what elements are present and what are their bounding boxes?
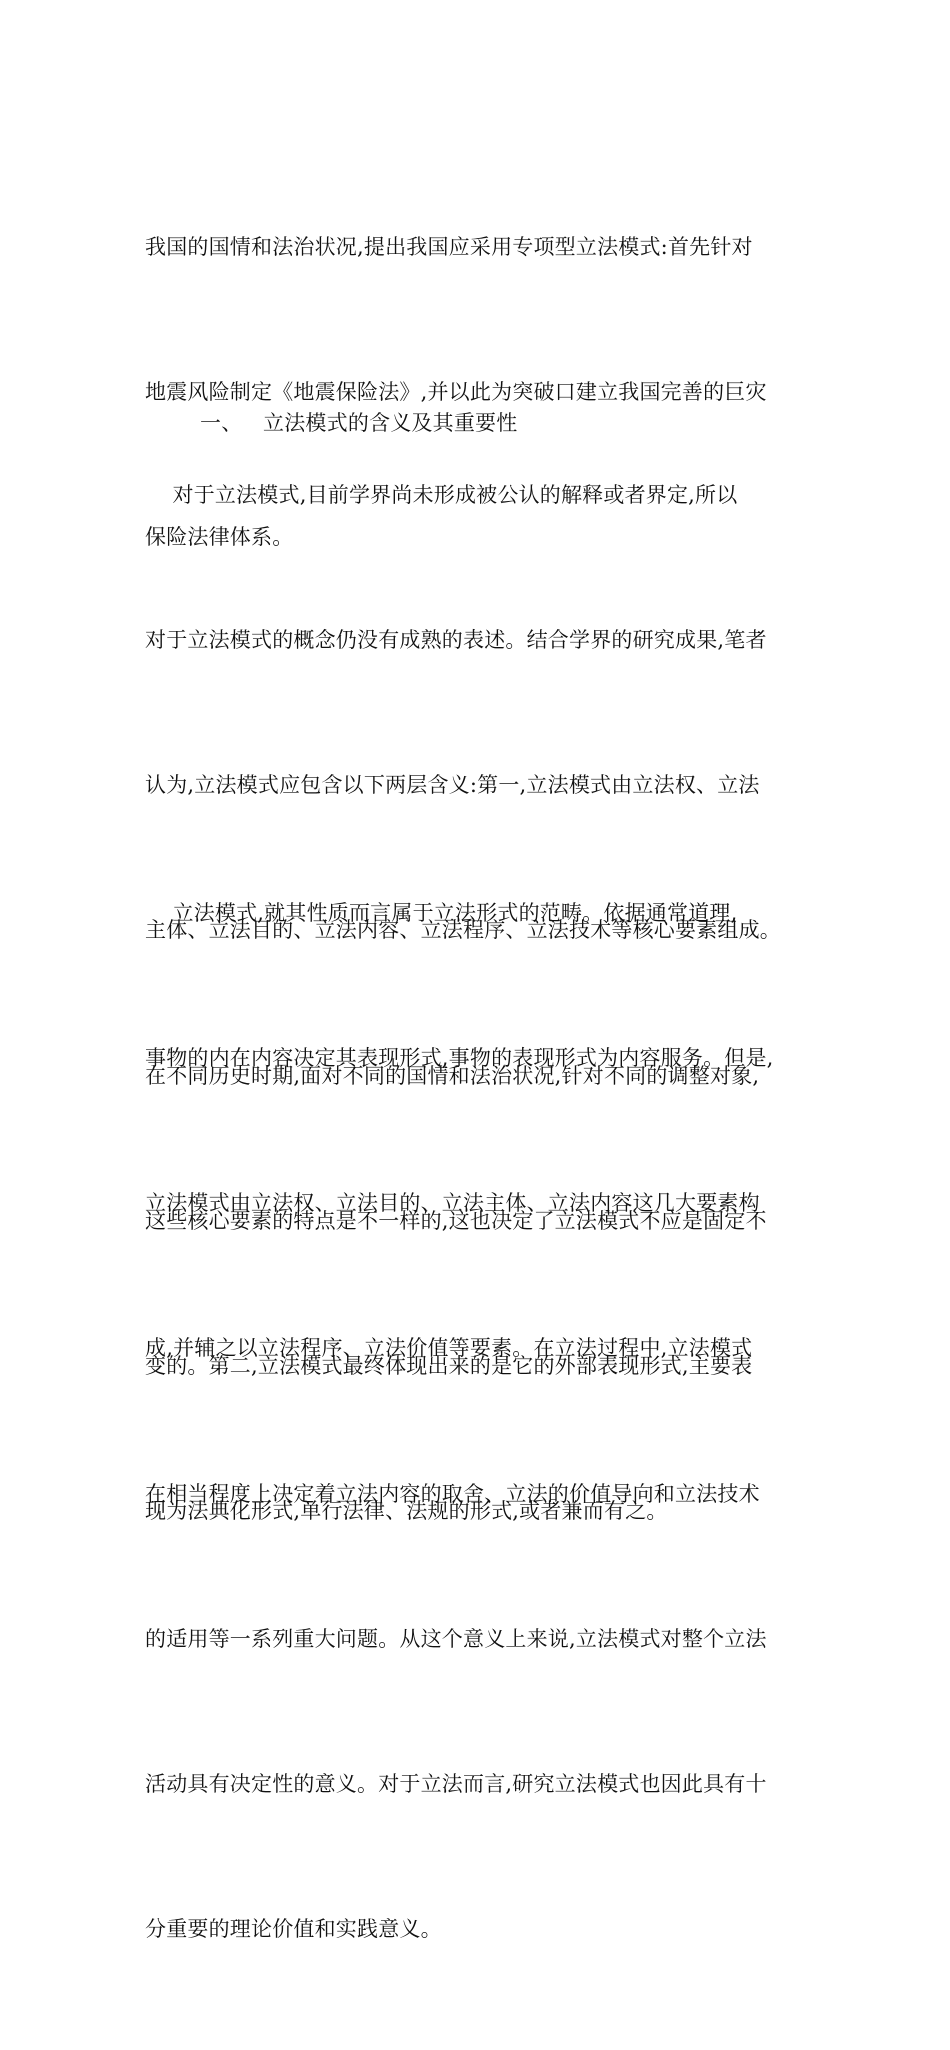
text-line: 主体、立法目的、立法内容、立法程序、立法技术等核心要素组成。 bbox=[145, 918, 781, 943]
text-line: 的适用等一系列重大问题。从这个意义上来说,立法模式对整个立法 bbox=[145, 1626, 767, 1651]
text-line: 对于立法模式的概念仍没有成熟的表述。结合学界的研究成果,笔者 bbox=[145, 628, 767, 653]
text-line: 立法模式,就其性质而言属于立法形式的范畴。依据通常道理, bbox=[145, 900, 738, 925]
text-line: 保险法律体系。 bbox=[145, 525, 294, 550]
text-line: 分重要的理论价值和实践意义。 bbox=[145, 1917, 442, 1942]
text-line: 认为,立法模式应包含以下两层含义:第一,立法模式由立法权、立法 bbox=[145, 773, 760, 798]
text-line: 在不同历史时期,面对不同的国情和法治状况,针对不同的调整对象, bbox=[145, 1063, 760, 1088]
text-line: 这些核心要素的特点是不一样的,这也决定了立法模式不应是固定不 bbox=[145, 1208, 767, 1233]
text-line: 现为法典化形式,单行法律、法规的形式,或者兼而有之。 bbox=[145, 1499, 668, 1524]
paragraph-importance bbox=[145, 792, 815, 2050]
text-line: 地震风险制定《地震保险法》,并以此为突破口建立我国完善的巨灾 bbox=[145, 380, 767, 405]
text-line: 对于立法模式,目前学界尚未形成被公认的解释或者界定,所以 bbox=[145, 482, 738, 507]
section-heading-text: 一、 立法模式的含义及其重要性 bbox=[145, 410, 518, 435]
text-line: 我国的国情和法治状况,提出我国应采用专项型立法模式:首先针对 bbox=[145, 234, 753, 259]
text-line: 变的。第二,立法模式最终体现出来的是它的外部表现形式,主要表 bbox=[145, 1354, 753, 1379]
text-line: 立法模式由立法权、立法目的、立法主体、立法内容这几大要素构 bbox=[145, 1191, 760, 1216]
text-line: 事物的内在内容决定其表现形式,事物的表现形式为内容服务。但是, bbox=[145, 1046, 774, 1071]
text-line: 活动具有决定性的意义。对于立法而言,研究立法模式也因此具有十 bbox=[145, 1772, 767, 1797]
text-line: 成,并辅之以立法程序、立法价值等要素。在立法过程中,立法模式 bbox=[145, 1336, 753, 1361]
text-line: 在相当程度上决定着立法内容的取舍、立法的价值导向和立法技术 bbox=[145, 1481, 760, 1506]
